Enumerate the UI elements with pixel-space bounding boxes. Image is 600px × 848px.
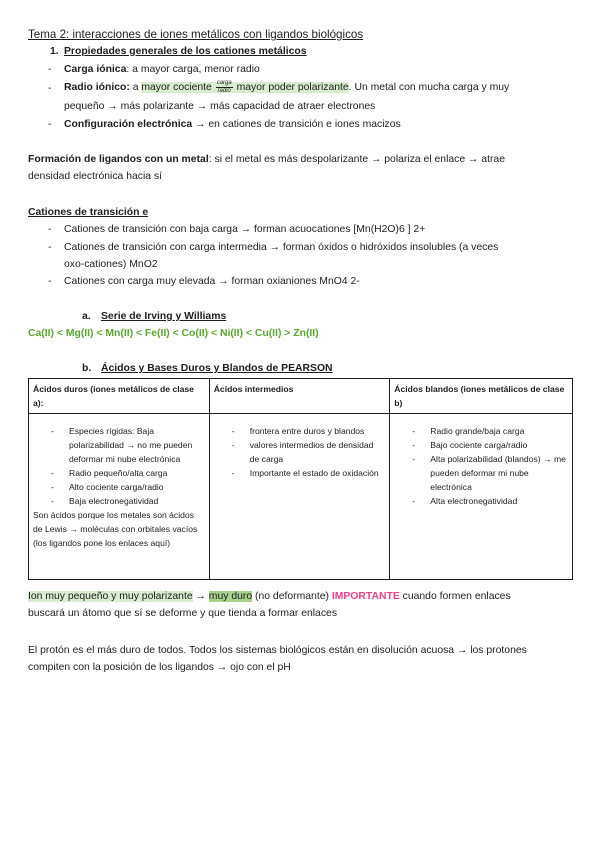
- header-intermediate: Ácidos intermedios: [209, 379, 390, 414]
- radio-ionico-item: [64, 78, 509, 98]
- formation-text-line2: densidad electrónica hacia sí: [28, 171, 163, 182]
- intermediate-cell: [209, 414, 390, 580]
- pearson-table: [28, 378, 573, 580]
- radio-ionico-hl-before: mayor cociente: [141, 82, 215, 93]
- irving-series: Ca(II) < Mg(II) < Mn(II) < Fe(II) < Co(II) < Ni(II) < Cu(II) > Zn(II): [28, 328, 319, 339]
- conclusion-text1: (no deformante): [252, 591, 332, 602]
- list-item: - Alta electronegatividad: [412, 496, 518, 506]
- bullet-dash: -: [48, 276, 52, 287]
- conclusion-line1: [28, 588, 511, 605]
- bullet-dash: -: [48, 64, 52, 75]
- important-label: IMPORTANTE: [331, 591, 400, 602]
- table-header-row: [29, 379, 573, 414]
- header-hard: Ácidos duros (iones metálicos de clase a):: [29, 379, 210, 414]
- list-item: - Importante el estado de oxidación: [231, 468, 379, 478]
- fraction-numerator: carga: [216, 79, 232, 86]
- radio-ionico-label: Radio iónico:: [64, 82, 130, 93]
- pearson-heading: Ácidos y Bases Duros y Blandos de PEARSON: [101, 363, 333, 374]
- radio-ionico-hl-after: mayor poder polarizante: [233, 82, 349, 93]
- conclusion-highlight-1: Ion muy pequeño y muy polarizante: [28, 591, 193, 602]
- transition-heading: Cationes de transición e: [28, 207, 149, 218]
- header-soft: Ácidos blandos (iones metálicos de clase b): [390, 379, 573, 414]
- page-title: Tema 2: interacciones de iones metálicos con ligandos biológicos: [28, 28, 364, 41]
- list-item: - Bajo cociente carga/radio: [412, 440, 528, 450]
- conclusion-highlight-2: muy duro: [208, 591, 253, 602]
- transition-item-1: Cationes de transición con baja carga → forman acuocationes [Mn(H2O)6 ] 2+: [64, 224, 426, 235]
- radio-ionico-highlight: [141, 79, 349, 94]
- bullet-dash: -: [48, 119, 52, 130]
- formation-label: Formación de ligandos con un metal: [28, 154, 209, 165]
- pearson-letter: b.: [82, 363, 92, 374]
- section1-number: 1.: [50, 46, 59, 57]
- list-item: - Especies rígidas: Baja polarizabilidad → no me pueden deformar mi nube electrónica: [51, 426, 193, 464]
- conclusion-line2: buscará un átomo que sí se deforme y que tienda a formar enlaces: [28, 608, 338, 619]
- radio-ionico-line2: pequeño → más polarizante → más capacidad de atraer electrones: [64, 101, 376, 112]
- configuracion-text: → en cationes de transición e iones macizos: [192, 119, 401, 130]
- list-item: - valores intermedios de densidad de carga: [231, 440, 374, 464]
- carga-ionica-item: [64, 61, 260, 78]
- transition-item-3: Cationes con carga muy elevada → forman oxianiones MnO4 2-: [64, 276, 360, 287]
- list-item: - Alto cociente carga/radio: [51, 482, 164, 492]
- conclusion-text2: cuando formen enlaces: [399, 591, 511, 602]
- hard-cell: [29, 414, 210, 580]
- transition-item-2-line2: oxo-cationes) MnO2: [64, 259, 158, 270]
- proton-line2: compiten con la posición de los ligandos → ojo con el pH: [28, 662, 291, 673]
- soft-cell: [390, 414, 573, 580]
- carga-radio-fraction: [216, 80, 233, 95]
- carga-ionica-label: Carga iónica: [64, 64, 127, 75]
- bullet-dash: -: [48, 242, 52, 253]
- list-item: - Baja electronegatividad: [51, 496, 159, 506]
- bullet-dash: -: [48, 224, 52, 235]
- fraction-denominator: radio: [217, 87, 231, 94]
- section1-heading: Propiedades generales de los cationes metálicos: [64, 46, 307, 57]
- irving-heading: Serie de Irving y Williams: [101, 311, 227, 322]
- conclusion-arrow: →: [192, 591, 209, 602]
- radio-ionico-text-after: . Un metal con mucha carga y muy: [348, 82, 510, 93]
- list-item: - Alta polarizabilidad (blandos) → me pueden deformar mi nube electrónica: [412, 454, 566, 492]
- list-item: - frontera entre duros y blandos: [231, 426, 365, 436]
- radio-ionico-pre: a: [129, 82, 142, 93]
- transition-item-2: Cationes de transición con carga intermedia → forman óxidos o hidróxidos insolubles (a veces: [64, 242, 499, 253]
- configuracion-item: [64, 116, 401, 133]
- carga-ionica-text: : a mayor carga, menor radio: [126, 64, 260, 75]
- irving-letter: a.: [82, 311, 91, 322]
- formation-paragraph: [28, 151, 505, 168]
- proton-line1: El protón es el más duro de todos. Todos los sistemas biológicos están en disolución acuosa → los protones: [28, 645, 527, 656]
- formation-text-line1: : si el metal es más despolarizante → polariza el enlace → atrae: [208, 154, 505, 165]
- configuracion-label: Configuración electrónica: [64, 119, 193, 130]
- bullet-dash: -: [48, 83, 52, 94]
- table-row: [29, 414, 573, 580]
- list-item: - Radio pequeño/alta carga: [51, 468, 168, 478]
- hard-note: Son ácidos porque los metales son ácidos de Lewis → moléculas con orbitales vacíos (los ligandos pone los enlaces aquí): [33, 510, 198, 548]
- list-item: - Radio grande/baja carga: [412, 426, 525, 436]
